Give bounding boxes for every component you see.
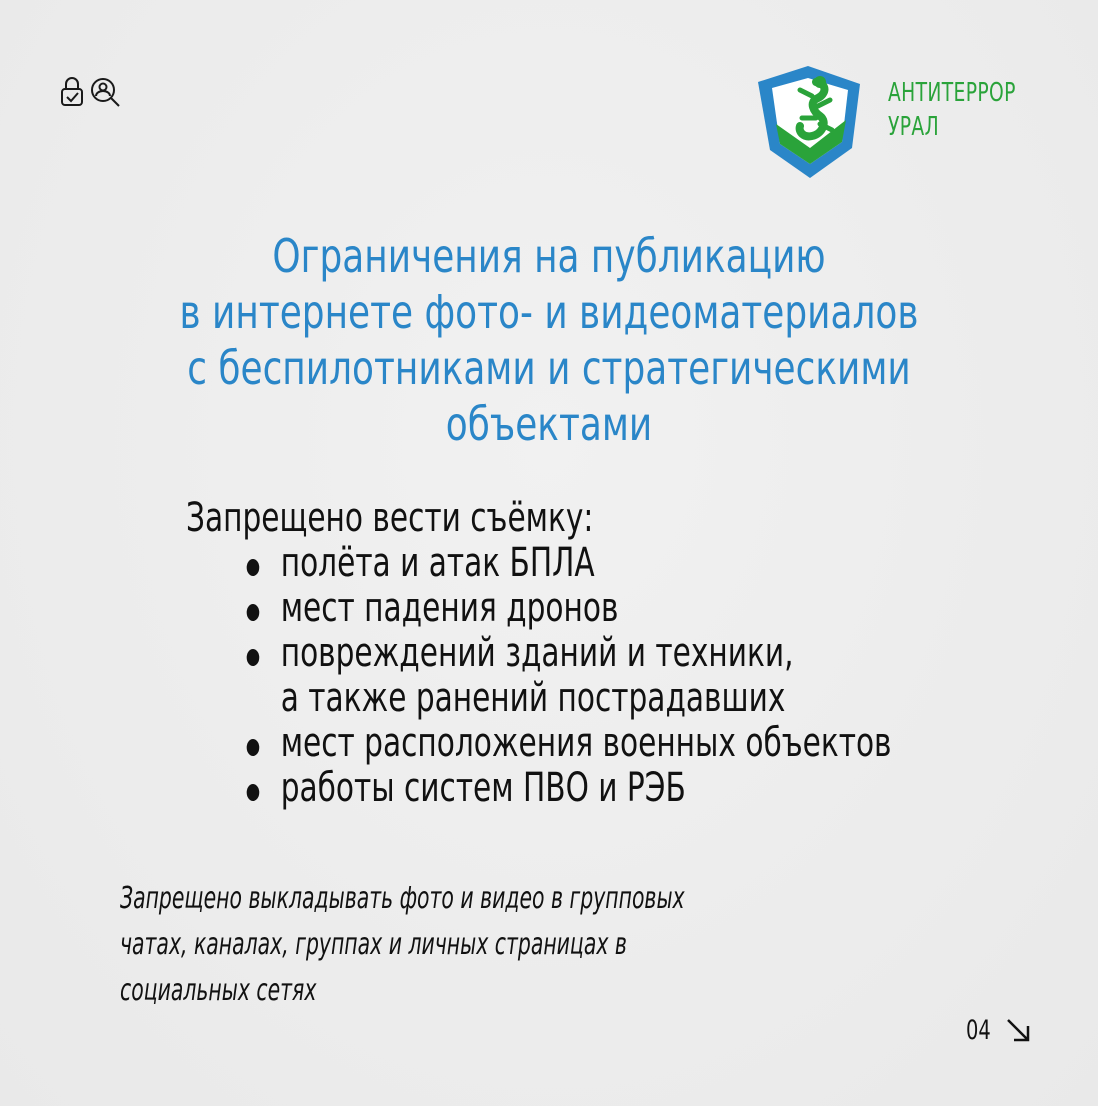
title-line: Ограничения на публикацию — [272, 229, 826, 283]
list-item-text: мест расположения военных объектов — [280, 720, 892, 766]
footnote-line: Запрещено выкладывать фото и видео в групповых — [120, 881, 685, 916]
list-item — [186, 720, 892, 766]
lock-check-icon — [58, 74, 124, 110]
bullet-icon — [247, 649, 260, 666]
title-line: объектами — [445, 397, 653, 451]
logo-text — [888, 76, 1016, 144]
list-item — [186, 541, 852, 586]
list-item-text: полёта и атак БПЛА — [280, 540, 595, 586]
list-item — [186, 766, 852, 811]
page-number: 04 — [966, 1014, 991, 1046]
list-item-continuation: а также ранений пострадавших — [280, 675, 786, 721]
antiterror-ural-logo — [756, 60, 1046, 182]
list-item-text: работы систем ПВО и РЭБ — [280, 765, 686, 811]
bullet-icon — [247, 559, 260, 576]
ban-heading: Запрещено вести съёмку: — [186, 495, 594, 541]
footnote-line: социальных сетях — [120, 973, 317, 1008]
list-item-text: мест падения дронов — [280, 585, 619, 631]
bullet-icon — [247, 784, 260, 801]
bullet-icon — [247, 604, 260, 621]
footnote-line: чатах, каналах, группах и личных страницах в — [120, 927, 627, 962]
list-item-text: повреждений зданий и техники, — [280, 630, 794, 676]
logo-line-2: УРАЛ — [888, 112, 940, 142]
page-indicator — [966, 1012, 1032, 1048]
ban-list — [186, 540, 892, 811]
lizard-shield-logo — [756, 60, 866, 180]
corner-icons — [58, 74, 124, 110]
arrow-down-right-icon — [1004, 1016, 1032, 1044]
list-item — [186, 631, 852, 721]
title-line: с беспилотниками и стратегическими — [187, 341, 911, 395]
user-search-icon — [92, 79, 119, 106]
list-item — [186, 586, 852, 631]
page-title — [60, 228, 1038, 452]
title-line: в интернете фото- и видеоматериалов — [179, 285, 919, 339]
ban-section — [186, 495, 892, 811]
logo-line-1: АНТИТЕРРОР — [888, 78, 1016, 108]
bullet-icon — [247, 739, 260, 756]
footnote — [120, 876, 868, 1014]
